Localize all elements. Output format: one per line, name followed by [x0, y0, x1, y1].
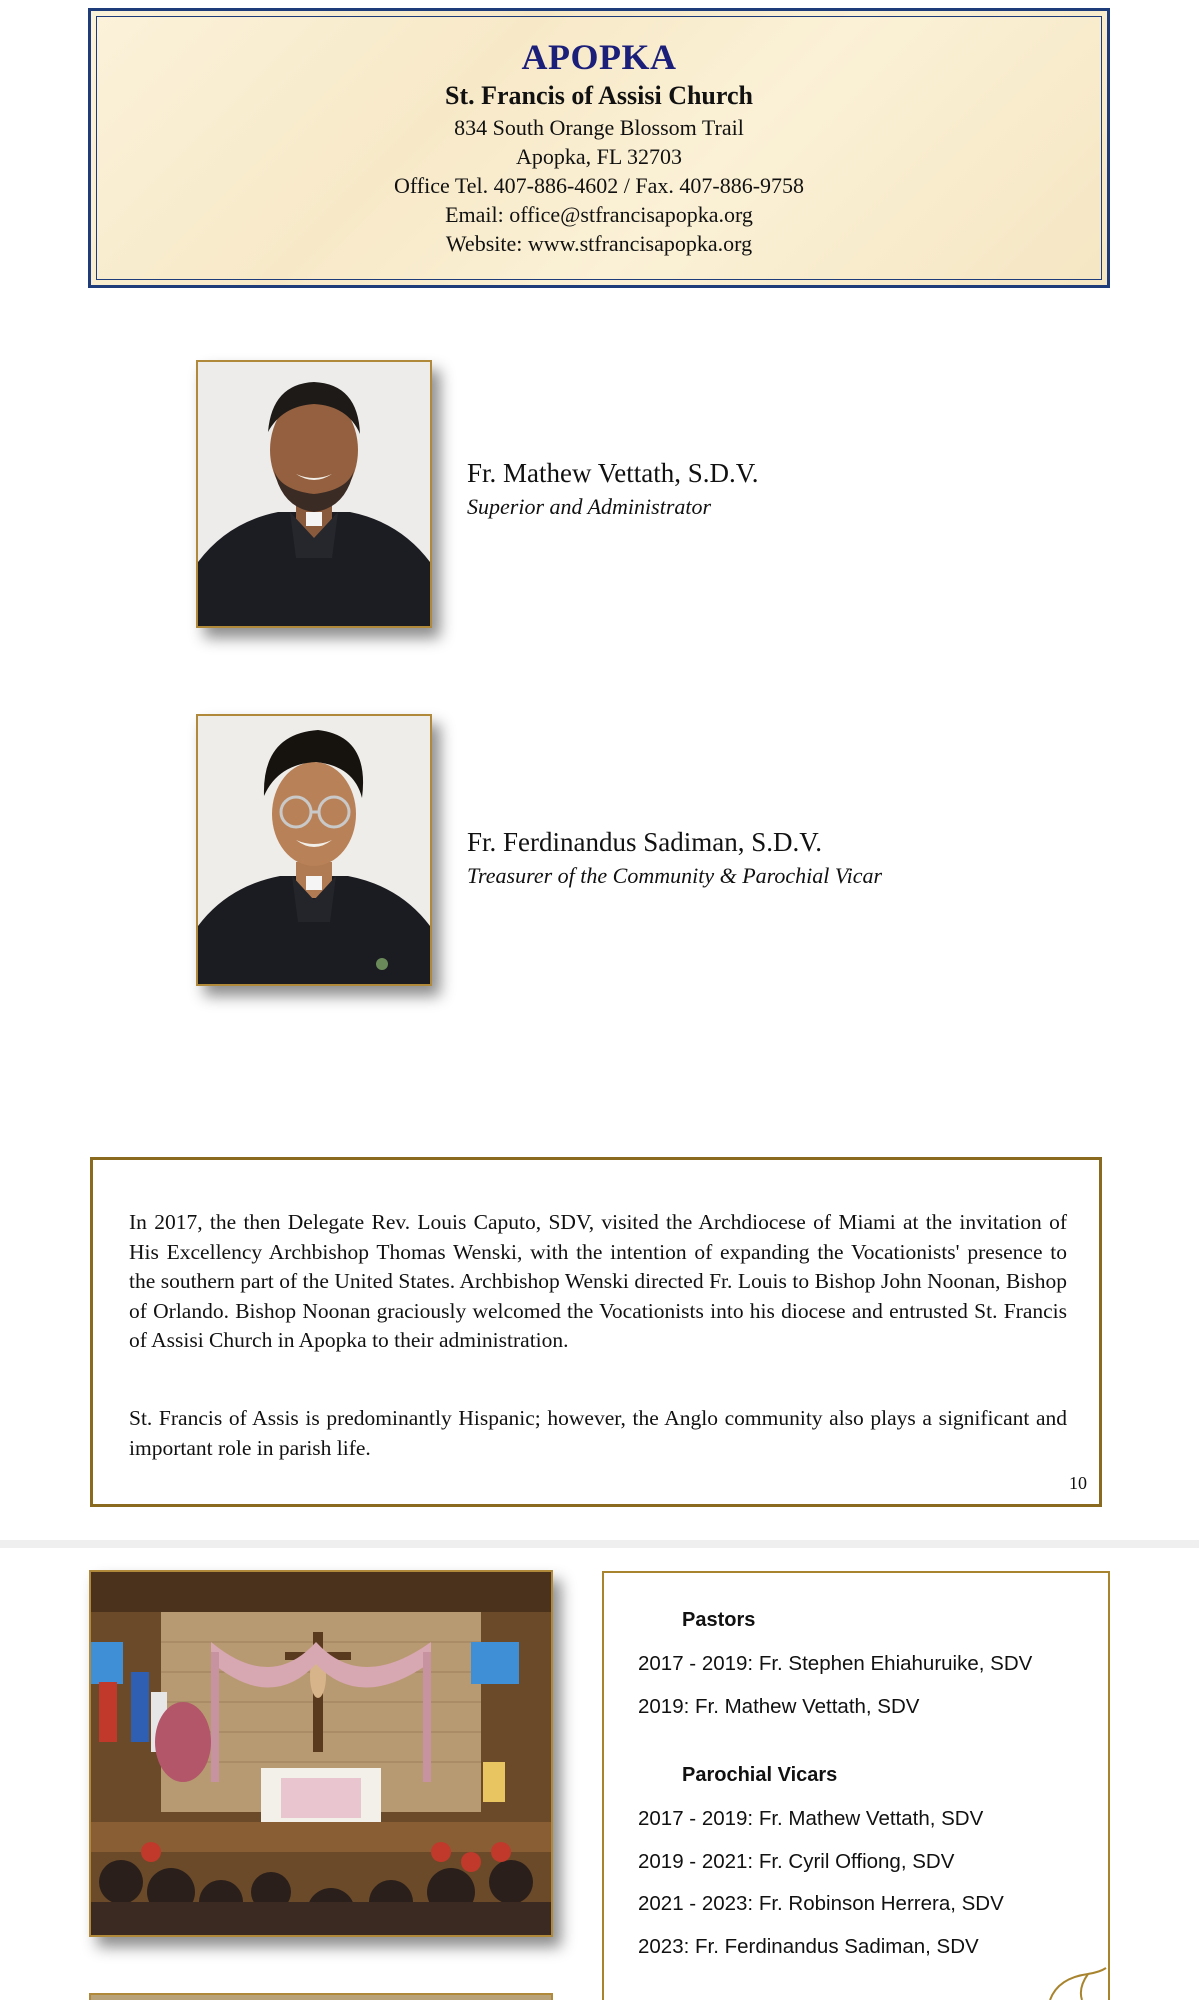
vicar-entry: 2023: Fr. Ferdinandus Sadiman, SDV — [638, 1935, 979, 1958]
portrait-mathew-vettath — [196, 360, 432, 628]
portrait-ferdinandus-sadiman — [196, 714, 432, 986]
pastors-heading: Pastors — [682, 1609, 756, 1631]
parish-history-box — [90, 1157, 1102, 1507]
vicar-entry: 2021 - 2023: Fr. Robinson Herrera, SDV — [638, 1892, 1004, 1915]
vicar-entry: 2019 - 2021: Fr. Cyril Offiong, SDV — [638, 1850, 955, 1873]
pastor-entry: 2017 - 2019: Fr. Stephen Ehiahuruike, SDV — [638, 1652, 1033, 1675]
history-paragraph-1: In 2017, the then Delegate Rev. Louis Caputo, SDV, visited the Archdiocese of Miami at the invitation of His Excellency Archbishop Thomas Wenski, with the intention of expanding the Vocationists' presence to the southern part of the United States. Archbishop Wenski directed Fr. Louis to Bishop John Noonan, Bishop of Orlando. Bishop Noonan graciously welcomed the Vocationists into his diocese and entrusted St. Francis of Assisi Church in Apopka to their administration. — [129, 1210, 1067, 1352]
email: Email: office@stfrancisapopka.org — [445, 202, 753, 227]
second-photo-edge — [89, 1993, 553, 2000]
address-line-2: Apopka, FL 32703 — [515, 144, 682, 169]
vicar-entry: 2017 - 2019: Fr. Mathew Vettath, SDV — [638, 1807, 984, 1830]
church-interior-photo — [89, 1570, 553, 1937]
priest-name-1: Fr. Mathew Vettath, S.D.V. — [467, 458, 759, 488]
address-line-1: 834 South Orange Blossom Trail — [454, 115, 744, 140]
pastor-entry: 2019: Fr. Mathew Vettath, SDV — [638, 1695, 920, 1718]
city-title: APOPKA — [521, 37, 677, 77]
website: Website: www.stfrancisapopka.org — [445, 231, 753, 256]
priest-role-2: Treasurer of the Community & Parochial Vicar — [467, 863, 883, 888]
history-paragraph-2: St. Francis of Assis is predominantly Hispanic; however, the Anglo community also plays a significant and important role in parish life. — [129, 1406, 1067, 1460]
page-separator — [0, 1540, 1199, 1548]
phone-fax: Office Tel. 407-886-4602 / Fax. 407-886-9758 — [393, 173, 805, 198]
church-name: St. Francis of Assisi Church — [445, 81, 753, 110]
page-number: 10 — [1069, 1473, 1087, 1493]
parish-header-box — [88, 8, 1110, 288]
priest-name-2: Fr. Ferdinandus Sadiman, S.D.V. — [467, 827, 823, 857]
page-curl-ornament — [1048, 1966, 1108, 2000]
pastors-list-box — [602, 1571, 1110, 2000]
vicars-heading: Parochial Vicars — [682, 1764, 838, 1786]
priest-role-1: Superior and Administrator — [467, 494, 712, 519]
